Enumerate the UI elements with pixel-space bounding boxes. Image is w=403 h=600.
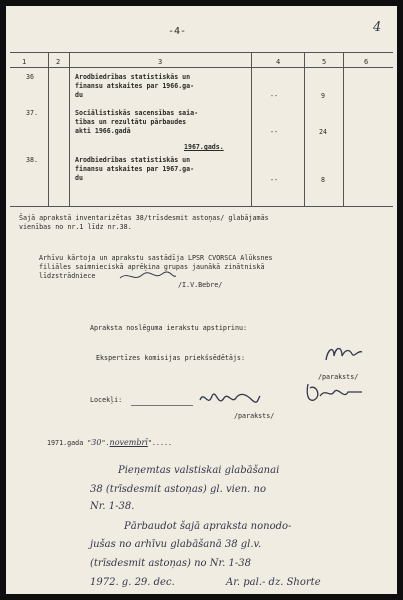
section-year-label: 1967.gads. bbox=[184, 143, 224, 151]
signature-hint: /paraksts/ bbox=[318, 373, 359, 381]
row-title-line: Arodbiedrības statistiskās un bbox=[75, 73, 191, 81]
row-title-line: finansu atskaites par 1966.ga- bbox=[75, 82, 195, 90]
header-col-5: 5 bbox=[322, 58, 327, 66]
row-col5: 8 bbox=[321, 176, 325, 184]
row-title-line: du bbox=[75, 91, 83, 99]
handwritten-note-line: 38 (trīsdesmit astoņas) gl. vien. no bbox=[90, 484, 266, 495]
row-number: 37. bbox=[26, 109, 38, 117]
approval-title: Apraksta noslēguma ierakstu apstiprinu: bbox=[90, 324, 248, 332]
compiler-signature bbox=[118, 270, 178, 282]
inventory-statement-line: vienības no nr.1 līdz nr.38. bbox=[19, 223, 132, 231]
page-number: 4 bbox=[373, 20, 382, 35]
compiler-statement-line: Arhīvu kārtoja un aprakstu sastādīja LPSR CVORSCA Alūksnes bbox=[39, 254, 273, 262]
handwritten-note-line: Pieņemtas valstiskai glabāšanai bbox=[118, 465, 280, 476]
row-col4: -- bbox=[270, 176, 278, 184]
compiler-statement-line: filiāles saimnieciskā aprēķina grupas jaunākā zinātniskā bbox=[39, 263, 265, 271]
row-col4: -- bbox=[270, 92, 278, 100]
row-number: 38. bbox=[26, 156, 38, 164]
inventory-statement-line: Šajā aprakstā inventarizētas 38/trīsdesmit astoņas/ glabājamās bbox=[19, 214, 269, 222]
header-mark: -4- bbox=[168, 26, 187, 37]
row-number: 36 bbox=[26, 73, 34, 81]
row-col5: 9 bbox=[321, 92, 325, 100]
row-title-line: Arodbiedrības statistiskās un bbox=[75, 156, 191, 164]
row-title-line: akti 1966.gadā bbox=[75, 127, 131, 135]
date-suffix: "..... bbox=[147, 439, 173, 447]
document-page bbox=[6, 6, 397, 594]
header-col-6: 6 bbox=[364, 58, 369, 66]
handwritten-note-line: Pārbaudot šajā apraksta nonodo- bbox=[124, 521, 292, 532]
compiler-name: /I.V.Bebre/ bbox=[178, 281, 223, 289]
date-day: 30 bbox=[91, 438, 102, 447]
date-prefix: 1971.gada " bbox=[47, 439, 92, 447]
row-title-line: Sociālistiskās sacensības saia- bbox=[75, 109, 199, 117]
member-signature-1 bbox=[196, 386, 262, 414]
date-month: novembrī bbox=[109, 438, 148, 447]
row-title-line: tības un rezultātu pārbaudes bbox=[75, 118, 187, 126]
handwritten-note-line: (trīsdesmit astoņas) no Nr. 1-38 bbox=[90, 558, 252, 569]
compiler-statement-line: līdzstrādniece bbox=[39, 272, 96, 280]
signature-hint: /paraksts/ bbox=[234, 412, 275, 420]
handwritten-note-line: Nr. 1-38. bbox=[90, 501, 135, 512]
header-col-4: 4 bbox=[276, 58, 281, 66]
handwritten-note-line: jušas no arhīvu glabāšanā 38 gl.v. bbox=[90, 539, 262, 550]
header-col-2: 2 bbox=[56, 58, 61, 66]
row-col4: -- bbox=[270, 128, 278, 136]
chair-signature bbox=[322, 342, 364, 366]
approval-date: 1971.gada "30".novembrī"..... bbox=[47, 438, 173, 447]
row-title-line: du bbox=[75, 174, 83, 182]
row-title-line: finansu atskaites par 1967.ga- bbox=[75, 165, 195, 173]
header-col-3: 3 bbox=[158, 58, 163, 66]
header-col-1: 1 bbox=[22, 58, 27, 66]
members-label: Locekļi: bbox=[90, 396, 123, 404]
member-signature-2 bbox=[302, 378, 368, 408]
expert-chair-label: Ekspertīzes komisijas priekšsēdētājs: bbox=[96, 354, 245, 362]
row-col5: 24 bbox=[319, 128, 327, 136]
handwritten-note-line: Ar. pal.- dz. Shorte bbox=[226, 577, 321, 588]
handwritten-date: 1972. g. 29. dec. bbox=[90, 577, 175, 588]
